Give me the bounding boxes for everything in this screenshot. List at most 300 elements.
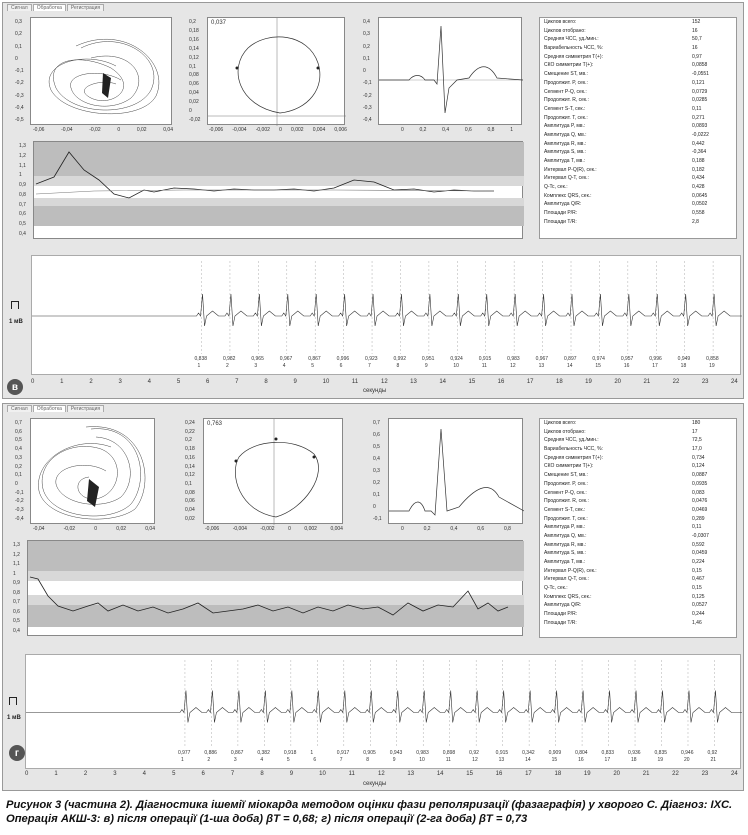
stat-label: Смещение ST, мв.: (544, 472, 588, 479)
timeline-tick: 17 (526, 379, 534, 385)
stat-row (540, 610, 736, 619)
stat-value: 1,46 (692, 619, 702, 626)
stat-value: 0,11 (692, 105, 702, 112)
timeline-tick: 19 (583, 771, 591, 777)
stat-row (540, 79, 736, 88)
cycle-index: 16 (578, 757, 584, 763)
cycle-index: 17 (652, 363, 658, 369)
timeline-tick: 10 (322, 379, 330, 385)
cycle-index: 10 (419, 757, 425, 763)
rr-value: 0,867 (230, 750, 244, 756)
stat-label: Продолжит. R, сек.: (544, 498, 589, 505)
trend-plot (27, 540, 523, 636)
stat-row (540, 174, 736, 183)
cycle-index: 9 (392, 757, 396, 763)
cycle-index: 4 (282, 363, 286, 369)
ecg-yticks: 0,7 0,6 0,5 0,4 0,3 0,2 0,1 0 -0,1 (373, 420, 382, 522)
timeline-tick: 24 (731, 379, 738, 385)
timeline-tick: 11 (351, 379, 359, 385)
pane-g (2, 403, 744, 791)
cycle-index: 12 (472, 757, 478, 763)
timeline-tick: 5 (172, 771, 176, 777)
stat-row (540, 497, 736, 506)
cycle-index: 4 (260, 757, 264, 763)
stat-label: Амплитуда S, мв.: (544, 149, 586, 156)
rr-value: 0,957 (620, 356, 634, 362)
trend-yticks: 1,3 1,2 1,1 1 0,9 0,8 0,7 0,6 0,5 0,4 (19, 143, 26, 237)
stat-row (540, 619, 736, 628)
stat-value: 0,734 (692, 454, 705, 461)
cycle-index: 1 (197, 363, 201, 369)
timeline-tick: 20 (614, 379, 622, 385)
timeline-tick: 16 (497, 379, 505, 385)
stat-row (540, 44, 736, 53)
timeline-tick: 20 (613, 771, 621, 777)
stat-row (540, 18, 736, 27)
timeline-tick: 8 (260, 771, 264, 777)
timeline-tick: 2 (89, 379, 93, 385)
stat-row (540, 183, 736, 192)
rr-value: 0,918 (283, 750, 297, 756)
timeline-tick: 14 (439, 379, 447, 385)
rr-value: 0,905 (363, 750, 376, 756)
figure-caption: Рисунок 3 (частина 2). Діагностика ішемії міокарда методом оцінки фази реполяризації (фазаграфія) у хворого С. Діагноз: ІХС. Операція АКШ-3: в) після операції (1-ша доба) βТ = 0,68; г) після операції (2-га доба) βТ = 0,73 (6, 799, 733, 825)
ecg-trace (32, 294, 742, 326)
tab-processing[interactable]: Обработка (33, 4, 66, 11)
stat-label: Амплитуда P, мв.: (544, 524, 586, 531)
rr-value: 0,342 (522, 750, 535, 756)
stat-label: Продолжит. T, сек.: (544, 515, 588, 522)
timeline-tick: 3 (113, 771, 117, 777)
stat-label: Площади P/R: (544, 611, 578, 618)
rr-value: 0,838 (194, 356, 208, 362)
tab-signal[interactable]: Сигнал (7, 4, 32, 11)
phase-portrait-plot (30, 17, 172, 125)
rr-value: 0,382 (257, 750, 270, 756)
cycle-index: 7 (368, 363, 371, 369)
stat-row (540, 122, 736, 131)
cycle-index: 18 (631, 757, 637, 763)
stat-label: Интервал P-Q(R), сек.: (544, 166, 597, 173)
stat-value: 0,0935 (692, 480, 708, 487)
timeline-tick: 15 (466, 771, 473, 777)
stat-row (540, 584, 736, 593)
trend-svg (34, 142, 524, 240)
cycle-index: 2 (225, 363, 229, 369)
cycle-index: 11 (445, 757, 451, 763)
rr-value: 0,951 (421, 356, 435, 362)
cycle-index: 1 (180, 757, 184, 763)
stat-row (540, 200, 736, 209)
stat-value: 72,5 (692, 437, 702, 444)
cycle-index: 13 (538, 363, 545, 369)
stat-row (540, 209, 736, 218)
rr-value: 0,858 (706, 356, 719, 362)
timeline-tick: 4 (142, 771, 146, 777)
ecg-strip-svg (26, 655, 742, 770)
stat-row (540, 140, 736, 149)
stat-value: 0,0527 (692, 602, 708, 609)
stat-label: Вариабельность ЧСС, %: (544, 446, 603, 453)
pane-letter-b: в (7, 379, 23, 395)
stat-label: СКО симметрии T(+): (544, 463, 594, 470)
stat-label: Комплекс QRS, сек.: (544, 593, 592, 600)
stat-label: Амплитуда R, мв.: (544, 541, 587, 548)
timeline-tick: 0 (31, 379, 35, 385)
stat-row (540, 53, 736, 62)
stat-label: Продолжит. P, сек.: (544, 480, 588, 487)
pane-letter-g: г (9, 745, 25, 761)
avg-yticks: 0,2 0,18 0,16 0,14 0,12 0,1 0,08 0,06 0,04 0,02 0 -0,02 (189, 19, 201, 123)
stat-value: 0,15 (692, 585, 702, 592)
stat-value: 0,125 (692, 593, 705, 600)
stat-row (540, 114, 736, 123)
stat-row (540, 436, 736, 445)
stat-row (540, 88, 736, 97)
stat-row (540, 489, 736, 498)
rr-value: 0,915 (495, 750, 509, 756)
averaged-loop-plot (207, 17, 345, 125)
cycle-index: 7 (339, 757, 343, 763)
stat-value: 0,11 (692, 524, 702, 531)
rr-value: 0,898 (442, 750, 456, 756)
stat-value: 0,289 (692, 515, 705, 522)
stat-value: 0,271 (692, 114, 705, 121)
cycle-index: 20 (683, 757, 690, 763)
stat-row (540, 532, 736, 541)
stat-row (540, 148, 736, 157)
timeline (25, 771, 741, 779)
stats-panel (539, 17, 737, 239)
rr-value: 0,917 (336, 750, 350, 756)
rr-value: 0,915 (478, 356, 492, 362)
stat-label: Амплитуда Q, мв.: (544, 131, 587, 138)
stat-value: 0,0893 (692, 123, 708, 130)
stat-value: 50,7 (692, 36, 702, 43)
stat-value: -0,0307 (692, 532, 709, 539)
rr-value: 0,983 (416, 750, 429, 756)
stat-label: Амплитуда R, мв.: (544, 140, 587, 147)
stat-label: Амплитуда Q, мв.: (544, 532, 587, 539)
cycle-index: 15 (551, 757, 558, 763)
rr-value: 0,909 (548, 750, 562, 756)
stat-row (540, 166, 736, 175)
stat-value: -0,0222 (692, 131, 709, 138)
avg-value: 0,763 (207, 421, 223, 427)
stat-value: 17,0 (692, 446, 702, 453)
stat-label: Интервал Q-T, сек.: (544, 576, 589, 583)
stat-row (540, 523, 736, 532)
stat-row (540, 419, 736, 428)
stat-row (540, 454, 736, 463)
timeline-tick: 9 (289, 771, 294, 777)
avg-yticks: 0,24 0,22 0,2 0,18 0,16 0,14 0,12 0,1 0,08 0,06 0,04 0,02 (185, 420, 195, 522)
rr-value: 0,886 (204, 750, 217, 756)
stat-label: Циклов всего: (544, 420, 577, 426)
stat-value: 0,15 (692, 567, 702, 574)
stat-value: 0,182 (692, 166, 705, 173)
rr-value: 0,804 (575, 750, 588, 756)
stat-value: -0,0551 (692, 71, 709, 78)
stat-label: Амплитуда T, мв.: (544, 559, 586, 565)
rr-value: 0,897 (564, 356, 577, 362)
ecg-trace (26, 691, 742, 723)
stat-row (540, 192, 736, 201)
stat-label: Q-Tc, сек.: (544, 184, 568, 191)
stat-label: Амплитуда P, мв.: (544, 123, 586, 130)
timeline-tick: 6 (206, 379, 210, 385)
cycle-index: 13 (498, 757, 505, 763)
timeline-tick: 18 (554, 771, 562, 777)
rr-value: 0,923 (365, 356, 378, 362)
phase-portrait-plot (30, 418, 155, 524)
stat-row (540, 480, 736, 489)
timeline-tick: 7 (230, 771, 235, 777)
stat-label: Q-Tc, сек.: (544, 585, 568, 592)
rr-value: 0,967 (535, 356, 549, 362)
timeline-tick: 23 (701, 379, 709, 385)
stat-value: 0,558 (692, 210, 705, 217)
stat-row (540, 541, 736, 550)
cycle-index: 21 (710, 757, 717, 763)
stat-label: СКО симметрии T(+): (544, 62, 594, 69)
stat-row (540, 96, 736, 105)
timeline-tick: 21 (642, 771, 650, 777)
stat-label: Средняя симметрия T(+): (544, 53, 603, 60)
stat-row (540, 157, 736, 166)
cycle-index: 11 (481, 363, 487, 369)
timeline-tick: 17 (525, 771, 532, 777)
cycle-index: 16 (623, 363, 630, 369)
timeline-tick: 6 (201, 771, 205, 777)
stat-value: 0,121 (692, 79, 705, 86)
stat-label: Продолжит. R, сек.: (544, 97, 589, 104)
stat-label: Сегмент S-T, сек.: (544, 506, 586, 513)
cycle-index: 15 (595, 363, 601, 369)
tab-bar (7, 4, 105, 11)
stat-label: Амплитуда Q/R: (544, 201, 582, 208)
stat-value: 0,592 (692, 541, 705, 548)
cycle-index: 17 (604, 757, 611, 763)
calibration-icon (9, 697, 17, 705)
stat-label: Площади T/R: (544, 218, 577, 225)
stat-label: Интервал Q-T, сек.: (544, 175, 589, 182)
stat-label: Средняя симметрия T(+): (544, 454, 603, 461)
stat-label: Вариабельность ЧСС, %: (544, 45, 603, 52)
timeline-tick: 22 (672, 379, 680, 385)
stat-row (540, 549, 736, 558)
rr-value: 0,996 (336, 356, 350, 362)
stat-value: 0,0887 (692, 472, 708, 479)
stat-row (540, 593, 736, 602)
tab-registration[interactable]: Регистрация (67, 4, 104, 11)
stat-value: 0,434 (692, 175, 705, 182)
cycle-index: 12 (510, 363, 516, 369)
stat-label: Амплитуда Q/R: (544, 602, 582, 609)
rr-value: 0,996 (649, 356, 662, 362)
cycle-index: 8 (396, 363, 400, 369)
rr-value: 0,982 (222, 356, 236, 362)
timeline-tick: 9 (293, 379, 297, 385)
rr-value: 0,943 (389, 750, 403, 756)
cycle-index: 19 (657, 757, 664, 763)
cycle-index: 6 (339, 363, 343, 369)
timeline-tick: 5 (176, 379, 181, 385)
stat-value: 0,083 (692, 489, 705, 496)
timeline-tick: 24 (731, 771, 738, 777)
stat-row (540, 575, 736, 584)
stat-label: Циклов отобрано: (544, 27, 586, 34)
time-label: секунды (363, 781, 387, 787)
stat-label: Комплекс QRS, сек.: (544, 192, 592, 199)
stat-label: Смещение ST, мв.: (544, 71, 588, 78)
stat-row (540, 35, 736, 44)
cycle-index: 5 (286, 757, 290, 763)
trend-plot (33, 141, 523, 239)
cycle-index: 5 (311, 363, 314, 369)
trend-svg (28, 541, 524, 637)
tab-signal[interactable]: Сигнал (7, 405, 32, 412)
rr-value: 0,936 (628, 750, 641, 756)
stat-label: Площади T/R: (544, 619, 577, 626)
timeline-tick: 19 (585, 379, 592, 385)
avg-xticks: -0,006 -0,004 -0,002 0 0,002 0,004 0,006 (209, 127, 347, 133)
stat-row (540, 471, 736, 480)
cycle-index: 9 (424, 363, 428, 369)
averaged-loop-svg (208, 18, 346, 126)
rr-value: 0,977 (177, 750, 191, 756)
ecg-complex-plot (378, 17, 522, 125)
stat-row (540, 515, 736, 524)
rr-value: 0,835 (654, 750, 668, 756)
timeline-tick: 16 (495, 771, 503, 777)
stat-label: Продолжит. P, сек.: (544, 79, 588, 86)
mv-label: 1 мВ (9, 319, 23, 325)
stat-value: 0,244 (692, 611, 705, 618)
stat-row (540, 27, 736, 36)
calibration-icon (11, 301, 19, 309)
timeline-tick: 7 (235, 379, 239, 385)
ecg-strip (25, 654, 741, 769)
timeline-tick: 13 (407, 771, 415, 777)
stat-row (540, 131, 736, 140)
stat-row (540, 428, 736, 437)
stat-value: 0,0459 (692, 550, 708, 557)
timeline-tick: 13 (410, 379, 417, 385)
cycle-index: 18 (680, 363, 687, 369)
rr-value: 0,92 (707, 750, 718, 756)
stat-value: 0,0858 (692, 62, 708, 69)
timeline-tick: 12 (378, 771, 385, 777)
rr-value: 0,946 (680, 750, 694, 756)
stat-value: 0,428 (692, 184, 705, 191)
phase-portrait-svg (31, 18, 173, 126)
ecg-xticks: 0 0,2 0,4 0,6 0,8 (401, 526, 511, 532)
trend-yticks: 1,3 1,2 1,1 1 0,9 0,8 0,7 0,6 0,5 0,4 (13, 542, 20, 634)
cycle-index: 3 (233, 757, 237, 763)
stat-row (540, 558, 736, 567)
stat-value: 0,0469 (692, 506, 708, 513)
rr-value: 0,967 (279, 356, 293, 362)
stat-value: -0,364 (692, 149, 707, 156)
rr-value: 0,983 (507, 356, 520, 362)
stat-row (540, 61, 736, 70)
timeline-tick: 4 (147, 379, 151, 385)
stat-row (540, 218, 736, 227)
ecg-xticks: 0 0,2 0,4 0,6 0,8 1 (401, 127, 513, 133)
stat-row (540, 601, 736, 610)
stat-value: 16 (692, 45, 698, 52)
timeline-tick: 23 (701, 771, 709, 777)
timeline-tick: 21 (643, 379, 651, 385)
stat-value: 0,224 (692, 559, 705, 565)
tab-processing[interactable]: Обработка (33, 405, 66, 412)
ecg-strip (31, 255, 741, 375)
pane-b (2, 2, 744, 399)
stat-label: Циклов всего: (544, 19, 577, 25)
averaged-loop-plot (203, 418, 343, 524)
timeline-tick: 2 (83, 771, 88, 777)
timeline-tick: 8 (264, 379, 268, 385)
phase-yticks: 0,3 0,2 0,1 0 -0,1 -0,2 -0,3 -0,4 -0,5 (15, 19, 24, 123)
ecg-complex-plot (388, 418, 523, 524)
cycle-index: 3 (254, 363, 258, 369)
phase-yticks: 0,7 0,6 0,5 0,4 0,3 0,2 0,1 0 -0,1 -0,2 -0,3 -0,4 (15, 420, 24, 522)
phase-xticks: -0,04 -0,02 0 0,02 0,04 (33, 526, 155, 532)
rr-value: 0,867 (308, 356, 321, 362)
timeline-tick: 1 (60, 379, 64, 385)
rr-value: 0,992 (393, 356, 406, 362)
cycle-index: 14 (525, 757, 531, 763)
cycle-index: 14 (567, 363, 573, 369)
stat-label: Средняя ЧСС, уд./мин.: (544, 36, 599, 43)
stat-label: Средняя ЧСС, уд./мин.: (544, 437, 599, 444)
ecg-complex-svg (379, 18, 523, 126)
stat-label: Площади P/R: (544, 210, 578, 217)
stat-row (540, 445, 736, 454)
cycle-index: 2 (207, 757, 211, 763)
tab-registration[interactable]: Регистрация (67, 405, 104, 412)
rr-value: 0,833 (601, 750, 615, 756)
avg-xticks: -0,006 -0,004 -0,002 0 0,002 0,004 (205, 526, 343, 532)
stat-row (540, 567, 736, 576)
stat-row (540, 70, 736, 79)
timeline-tick: 14 (436, 771, 444, 777)
ecg-strip-svg (32, 256, 742, 376)
stat-label: Интервал P-Q(R), сек.: (544, 567, 597, 574)
rr-value: 0,949 (677, 356, 691, 362)
stat-value: 0,124 (692, 463, 705, 470)
stat-value: 16 (692, 27, 698, 34)
phase-portrait-svg (31, 419, 156, 525)
rr-value: 0,924 (450, 356, 463, 362)
stat-row (540, 105, 736, 114)
stat-label: Амплитуда S, мв.: (544, 550, 586, 557)
rr-value: 0,974 (592, 356, 605, 362)
rr-value: 0,92 (469, 750, 479, 756)
stat-value: 0,0729 (692, 88, 708, 95)
mv-label: 1 мВ (7, 715, 21, 721)
stat-label: Продолжит. T, сек.: (544, 114, 588, 121)
tab-bar (7, 405, 105, 412)
stat-label: Амплитуда T, мв.: (544, 158, 586, 164)
stat-value: 0,0502 (692, 201, 708, 208)
avg-value: 0,037 (211, 20, 227, 26)
timeline-tick: 12 (381, 379, 388, 385)
stat-value: 180 (692, 420, 701, 426)
ecg-complex-svg (389, 419, 524, 525)
stat-value: 0,0285 (692, 97, 708, 104)
